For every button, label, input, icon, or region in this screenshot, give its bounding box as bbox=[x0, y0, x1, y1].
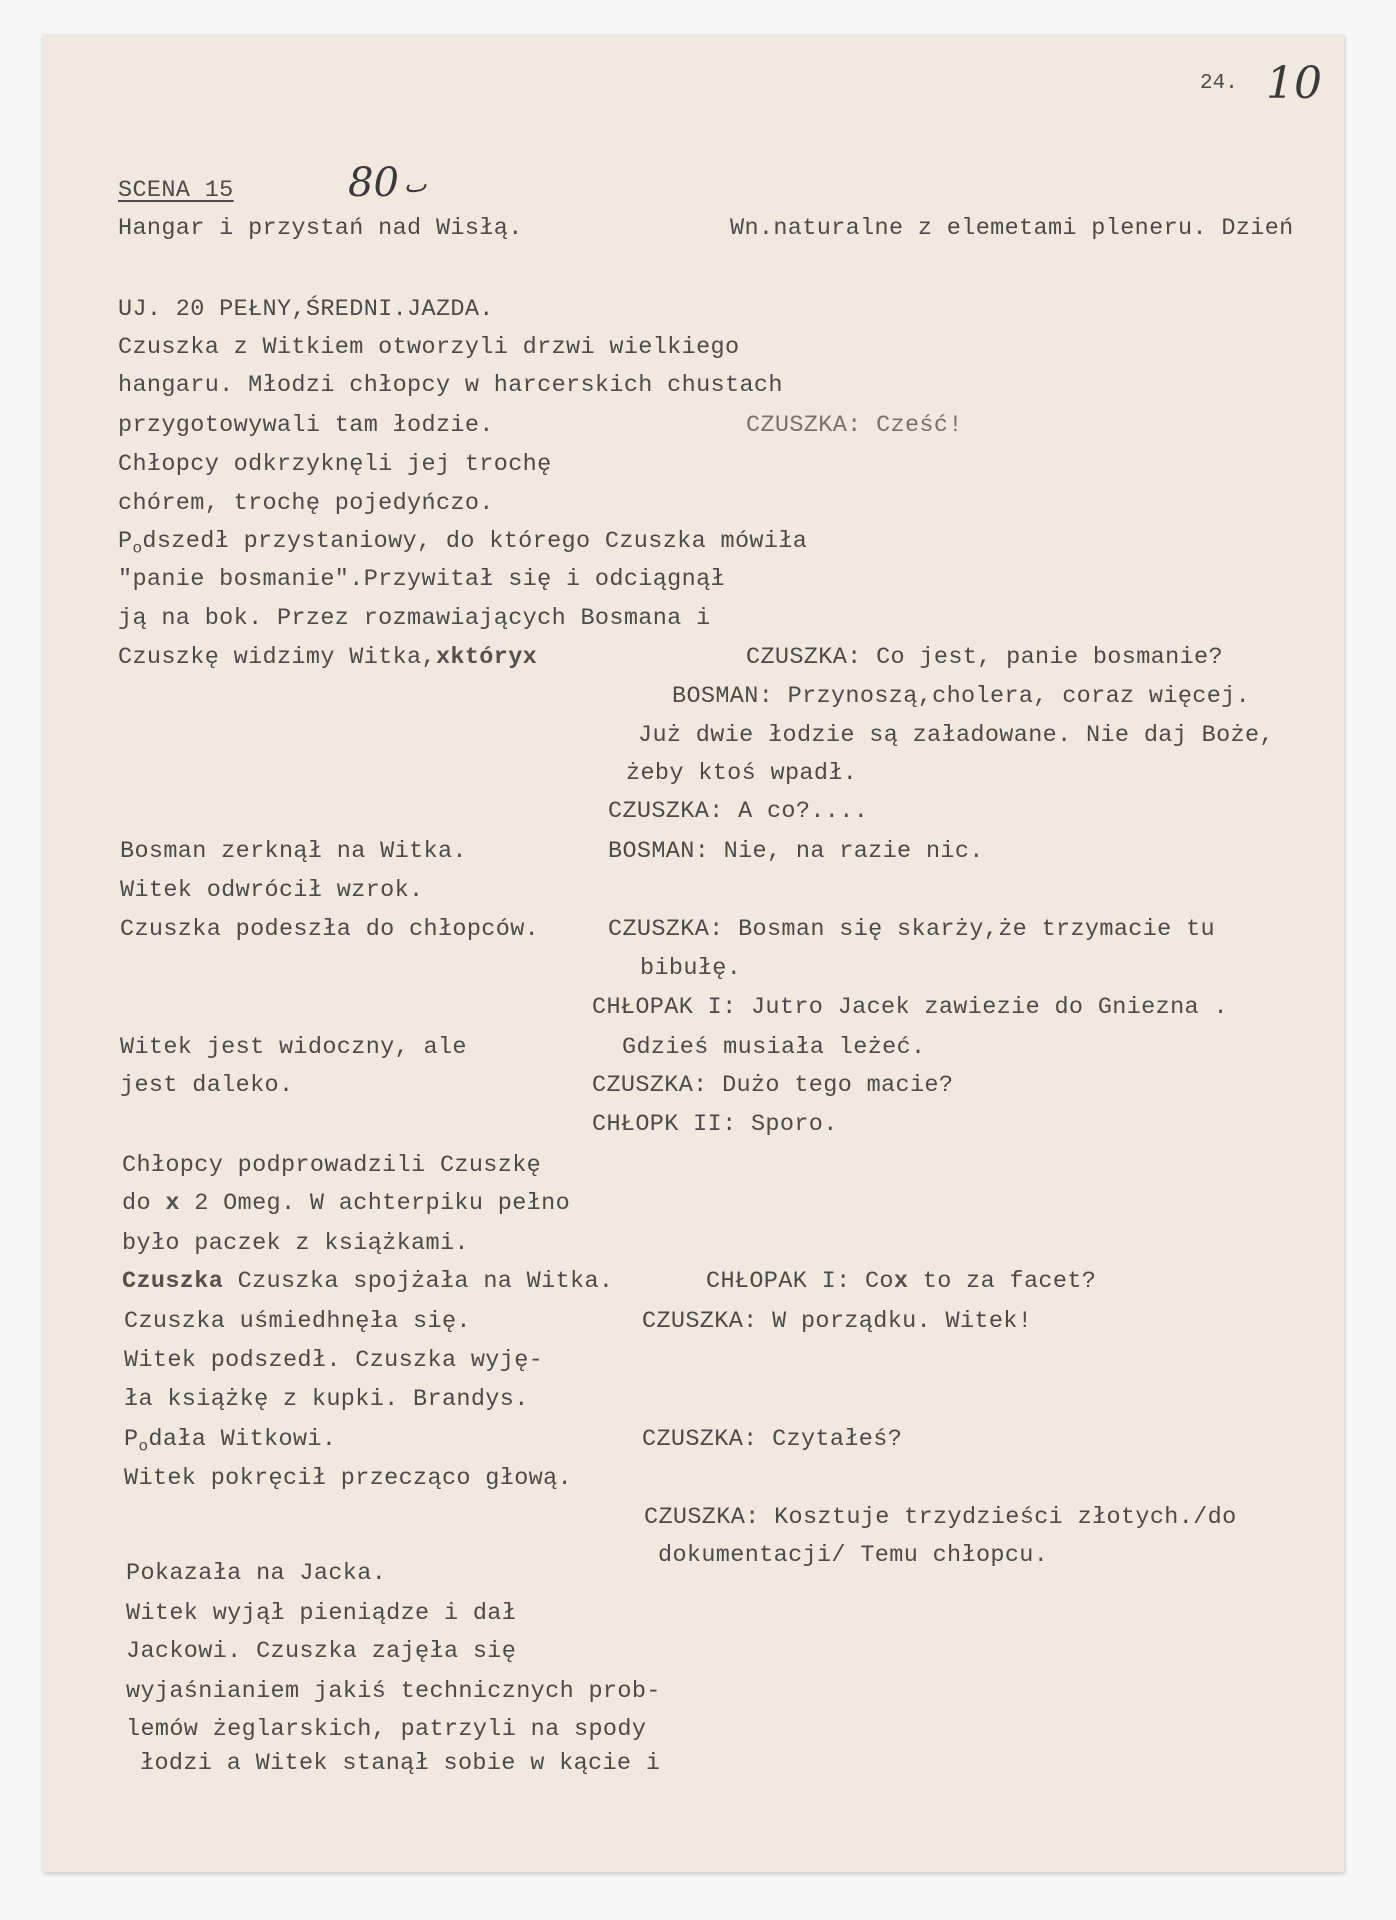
action-line: Czuszka uśmiedhnęła się. bbox=[124, 1308, 471, 1335]
action-line: było paczek z książkami. bbox=[122, 1230, 469, 1257]
action-line: Chłopcy odkrzyknęli jej trochę bbox=[118, 451, 552, 478]
dialogue-line: CZUSZKA: Bosman się skarży,że trzymacie tu bbox=[608, 916, 1215, 943]
dialogue-line: CZUSZKA: Kosztuje trzydzieści złotych./do bbox=[644, 1504, 1237, 1531]
action-line: Pokazała na Jacka. bbox=[126, 1560, 387, 1587]
action-line: przygotowywali tam łodzie. bbox=[118, 412, 494, 439]
dialogue-line: BOSMAN: Przynoszą,cholera, coraz więcej. bbox=[672, 683, 1251, 710]
action-line: Bosman zerknął na Witka. bbox=[120, 838, 467, 865]
dialogue-line: Już dwie łodzie są załadowane. Nie daj Boże, bbox=[638, 722, 1274, 749]
action-line: Witek odwrócił wzrok. bbox=[120, 877, 424, 904]
handwritten-scene-mark: 80 bbox=[348, 160, 399, 206]
handwritten-tick-mark: ٮ bbox=[404, 170, 427, 198]
action-line: "panie bosmanie".Przywitał się i odciągnął bbox=[118, 566, 725, 593]
action-line: jest daleko. bbox=[120, 1072, 294, 1099]
dialogue-line: CZUSZKA: Cześć! bbox=[746, 412, 963, 439]
action-line: łodzi a Witek stanął sobie w kącie i bbox=[140, 1750, 661, 1777]
action-line: Witek wyjął pieniądze i dał bbox=[126, 1600, 517, 1627]
scene-title: SCENA 15 bbox=[118, 177, 234, 204]
action-line: wyjaśnianiem jakiś technicznych prob- bbox=[126, 1678, 661, 1705]
dialogue-line: dokumentacji/ Temu chłopcu. bbox=[658, 1542, 1049, 1569]
action-line: Czuszka podeszła do chłopców. bbox=[120, 916, 540, 943]
scene-setting: Wn.naturalne z elemetami pleneru. Dzień bbox=[730, 215, 1294, 242]
crossed-out-text: Czuszka bbox=[122, 1268, 224, 1295]
crossed-out-text: xktóryx bbox=[435, 644, 538, 671]
dialogue-line: bibułę. bbox=[640, 955, 742, 982]
action-line: Chłopcy podprowadzili Czuszkę bbox=[122, 1152, 542, 1179]
dialogue-line: Gdzieś musiała leżeć. bbox=[622, 1034, 926, 1061]
dialogue-line: CZUSZKA: A co?.... bbox=[608, 798, 869, 825]
dialogue-line: żeby ktoś wpadł. bbox=[626, 760, 858, 787]
dialogue-line: CHŁOPK II: Sporo. bbox=[592, 1111, 838, 1138]
action-line: $P_odszedł$ przystaniowy, do którego Czuszka mówiła bbox=[118, 528, 808, 558]
action-line: Witek podszedł. Czuszka wyję- bbox=[124, 1347, 544, 1374]
dialogue-line: BOSMAN: Nie, na razie nic. bbox=[608, 838, 984, 865]
handwritten-archive-number: 10 bbox=[1266, 58, 1322, 109]
dialogue-line: CHŁOPAK I: Cox to za facet? bbox=[706, 1268, 1097, 1295]
action-line: Witek pokręcił przecząco głową. bbox=[124, 1465, 573, 1492]
action-line: Jackowi. Czuszka zajęła się bbox=[126, 1638, 517, 1665]
action-line: do x 2 Omeg. W achterpiku pełno bbox=[122, 1190, 571, 1217]
dialogue-line: CZUSZKA: Czytałeś? bbox=[642, 1426, 903, 1453]
crossed-out-text: x bbox=[893, 1268, 909, 1295]
crossed-out-text: x bbox=[165, 1190, 180, 1217]
action-line: Czuszka Czuszka spojżała na Witka. bbox=[122, 1268, 614, 1295]
action-line: Czuszkę widzimy Witka,xktóryx bbox=[118, 644, 538, 671]
action-line: Czuszka z Witkiem otworzyli drzwi wielkiego bbox=[118, 334, 740, 361]
dialogue-line: CZUSZKA: Dużo tego macie? bbox=[592, 1072, 954, 1099]
shot-info: UJ. 20 PEŁNY,ŚREDNI.JAZDA. bbox=[118, 296, 494, 323]
dialogue-line: CHŁOPAK I: Jutro Jacek zawiezie do Gniezna . bbox=[592, 994, 1228, 1021]
action-line: $P_odała$ Witkowi. bbox=[124, 1426, 337, 1456]
action-line: Witek jest widoczny, ale bbox=[120, 1034, 467, 1061]
action-line: chórem, trochę pojedyńczo. bbox=[118, 490, 494, 517]
action-line: hangaru. Młodzi chłopcy w harcerskich chustach bbox=[118, 372, 783, 399]
action-line: lemów żeglarskich, patrzyli na spody bbox=[126, 1716, 647, 1743]
page-number: 24. bbox=[1200, 72, 1238, 95]
dialogue-line: CZUSZKA: Co jest, panie bosmanie? bbox=[746, 644, 1223, 671]
action-line: ła książkę z kupki. Brandys. bbox=[124, 1386, 529, 1413]
action-line: ją na bok. Przez rozmawiających Bosmana i bbox=[118, 605, 711, 632]
dialogue-line: CZUSZKA: W porządku. Witek! bbox=[642, 1308, 1033, 1335]
scene-location: Hangar i przystań nad Wisłą. bbox=[118, 215, 523, 242]
